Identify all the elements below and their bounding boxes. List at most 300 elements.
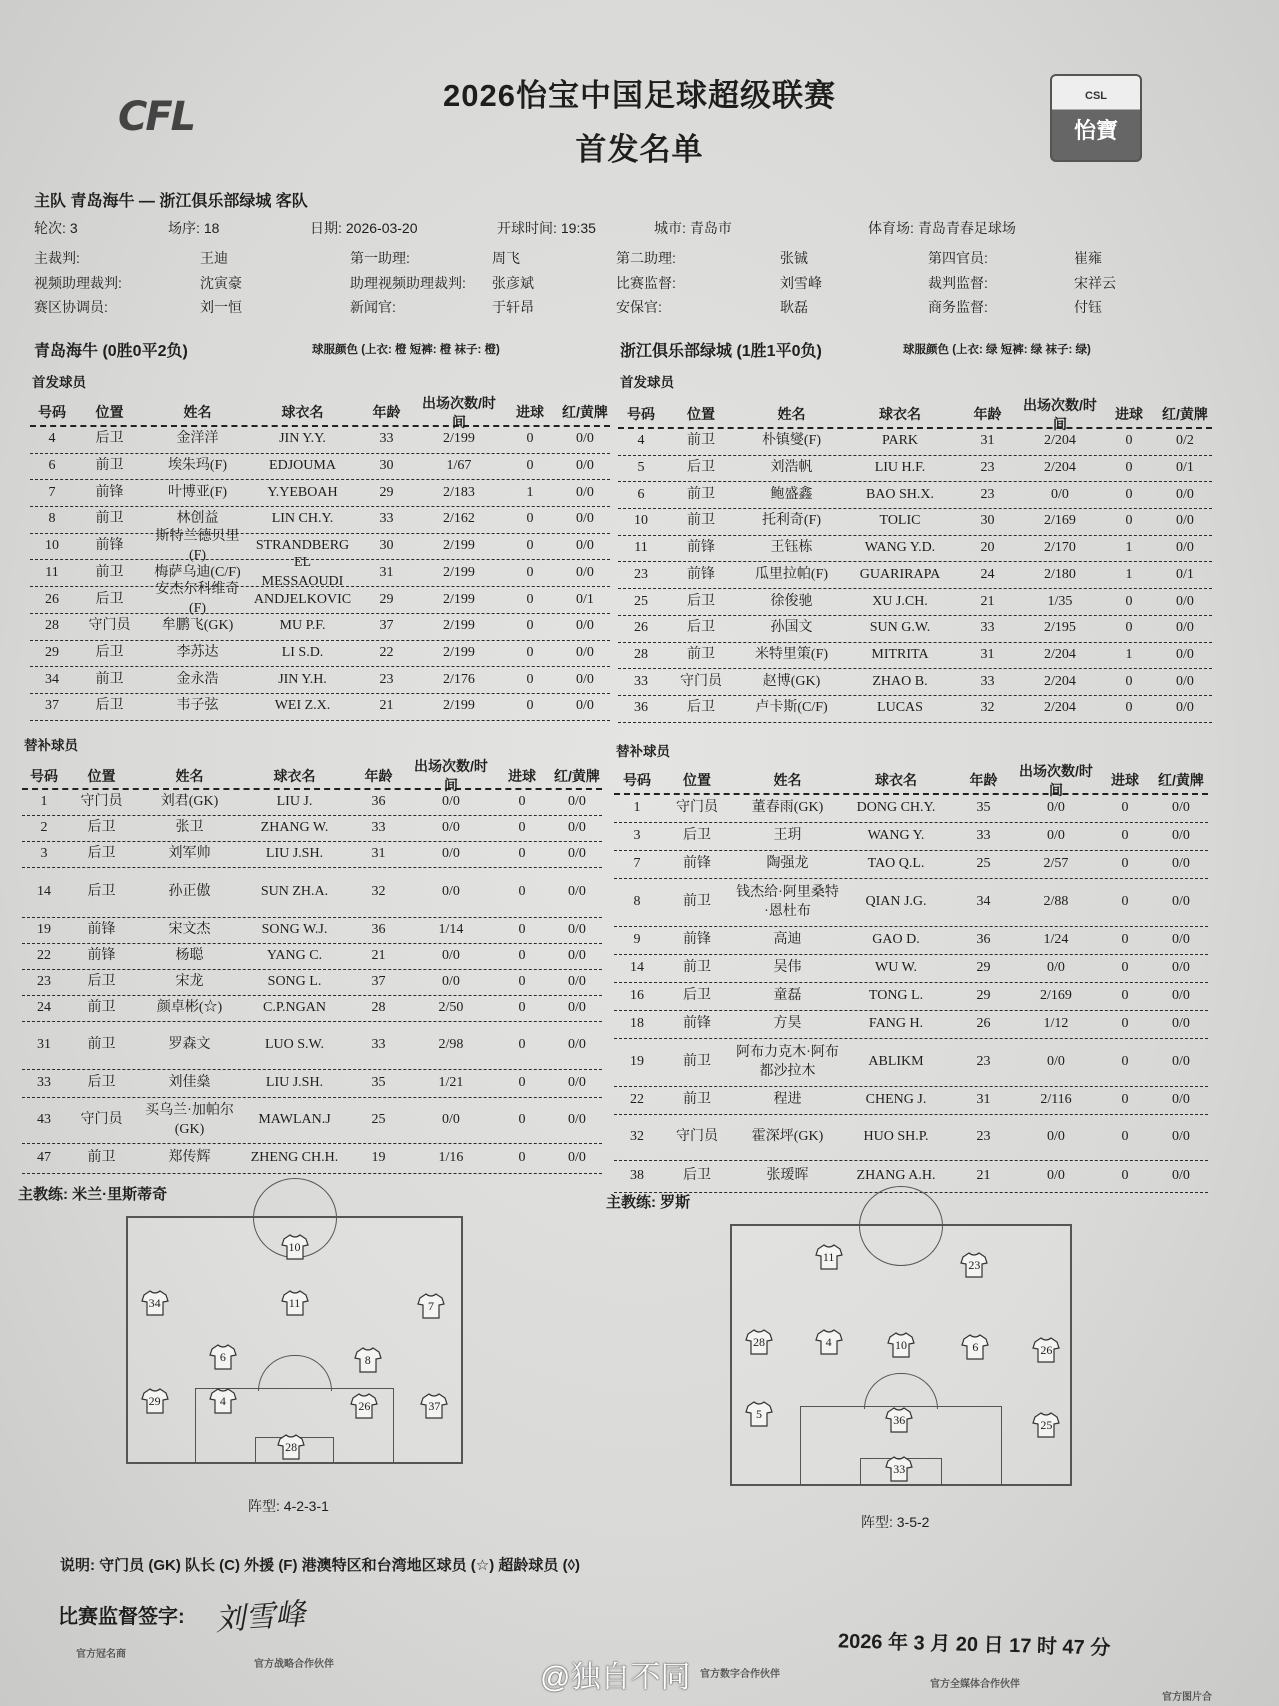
table-cell: 2/199 bbox=[443, 618, 475, 634]
match-info-value: 18 bbox=[203, 220, 220, 236]
table-row bbox=[30, 667, 610, 694]
away-coach-name: 罗斯 bbox=[660, 1194, 691, 1211]
official-role: 安保官: bbox=[616, 299, 662, 315]
table-cell: 前锋 bbox=[95, 538, 124, 554]
table-row bbox=[618, 616, 1212, 643]
table-cell: 32 bbox=[371, 884, 386, 900]
official-name: 张彦斌 bbox=[492, 275, 534, 291]
timestamp: 2026 年 3 月 20 日 17 时 47 分 bbox=[837, 1630, 1111, 1660]
table-cell: 0/0 bbox=[1172, 1129, 1190, 1145]
table-cell: 0/0 bbox=[568, 1000, 586, 1016]
table-cell: 0/2 bbox=[1176, 433, 1194, 449]
official-role: 主裁判: bbox=[34, 250, 80, 266]
match-info-label: 轮次: bbox=[34, 220, 66, 236]
table-cell: 后卫 bbox=[95, 644, 124, 660]
table-cell: 31 bbox=[379, 564, 394, 580]
table-cell: 刘君(GK) bbox=[160, 794, 219, 810]
table-header bbox=[22, 758, 602, 793]
table-cell: 0 bbox=[526, 698, 534, 714]
table-cell: 35 bbox=[976, 800, 991, 816]
weibo-watermark: @独自不同 bbox=[540, 1661, 691, 1694]
table-cell: 0/0 bbox=[1172, 960, 1190, 976]
table-cell: 0 bbox=[518, 1037, 526, 1053]
table-cell: 2 bbox=[40, 820, 48, 836]
table-row bbox=[618, 589, 1212, 616]
table-row bbox=[22, 970, 602, 996]
table-cell: 0/0 bbox=[1176, 486, 1194, 502]
table-cell: 0/0 bbox=[1051, 486, 1069, 502]
table-cell: 31 bbox=[37, 1037, 51, 1053]
table-cell: 0/0 bbox=[1176, 513, 1194, 529]
player-shirt-number: 4 bbox=[825, 1335, 832, 1350]
table-cell: ZHAO B. bbox=[872, 673, 928, 689]
table-cell: 前卫 bbox=[683, 1092, 711, 1108]
table-cell: 0 bbox=[1121, 828, 1129, 844]
table-cell: 张瑷晖 bbox=[766, 1168, 809, 1184]
table-cell: 守门员 bbox=[676, 800, 718, 816]
away-kit-colors: 球服颜色 (上衣: 绿 短裤: 绿 袜子: 绿) bbox=[903, 344, 1091, 356]
home-formation bbox=[248, 1496, 329, 1516]
table-cell: 后卫 bbox=[687, 620, 715, 636]
table-cell: 35 bbox=[371, 1075, 386, 1091]
table-cell: 0/0 bbox=[1176, 700, 1194, 716]
table-cell: 0/0 bbox=[576, 431, 594, 447]
sponsor-brand-text: 怡寶 bbox=[1073, 118, 1118, 143]
table-cell: 瓜里拉帕(F) bbox=[754, 566, 829, 582]
home-subs-label: 替补球员 bbox=[24, 738, 78, 753]
table-cell: 30 bbox=[379, 458, 394, 474]
table-cell: 霍深坪(GK) bbox=[751, 1129, 824, 1145]
table-cell: 1 bbox=[40, 794, 48, 810]
player-shirt-icon bbox=[815, 1329, 843, 1355]
center-circle bbox=[859, 1186, 943, 1266]
table-row bbox=[614, 851, 1208, 879]
table-cell: 林创益 bbox=[176, 511, 219, 527]
table-cell: 钱杰给·阿里桑特·恩杜布 bbox=[736, 884, 839, 919]
table-cell: 张卫 bbox=[175, 820, 204, 836]
table-cell: 0/0 bbox=[568, 974, 586, 990]
table-cell: YANG C. bbox=[266, 948, 323, 964]
away-subs-label: 替补球员 bbox=[616, 744, 670, 759]
table-row bbox=[22, 1098, 602, 1144]
table-row bbox=[614, 927, 1208, 955]
table-cell: SUN G.W. bbox=[869, 620, 931, 636]
table-cell: 0 bbox=[518, 1000, 526, 1016]
table-cell: LUO S.W. bbox=[265, 1037, 324, 1053]
table-cell: 8 bbox=[633, 894, 641, 910]
table-cell: CHENG J. bbox=[865, 1092, 927, 1108]
table-cell: 金洋洋 bbox=[176, 431, 219, 447]
table-cell: 2/180 bbox=[1044, 566, 1076, 582]
home-formation-label: 阵型: bbox=[248, 1498, 280, 1514]
table-cell: 32 bbox=[630, 1129, 644, 1145]
table-cell: 0/0 bbox=[1176, 593, 1194, 609]
table-cell: 38 bbox=[630, 1168, 644, 1184]
table-cell: 43 bbox=[37, 1112, 51, 1128]
table-cell: 0/1 bbox=[576, 591, 594, 607]
table-cell: 0 bbox=[1121, 1016, 1129, 1032]
table-cell: 买乌兰·加帕尔(GK) bbox=[145, 1102, 234, 1137]
table-cell: 0/1 bbox=[1176, 566, 1194, 582]
away-starters-table bbox=[618, 396, 1212, 723]
home-coach-label: 主教练: bbox=[18, 1186, 68, 1203]
table-cell: XU J.CH. bbox=[872, 593, 928, 609]
table-cell: 守门员 bbox=[88, 618, 131, 634]
table-cell: 1 bbox=[1125, 566, 1133, 582]
home-formation-pitch bbox=[126, 1216, 463, 1464]
table-cell: 28 bbox=[371, 1000, 386, 1016]
table-cell: DONG CH.Y. bbox=[856, 800, 936, 816]
table-cell: 16 bbox=[630, 988, 644, 1004]
table-cell: WANG Y. bbox=[867, 828, 925, 844]
table-cell: 0 bbox=[1125, 460, 1133, 476]
table-cell: 前卫 bbox=[687, 646, 715, 662]
column-header: 姓名 bbox=[773, 772, 802, 789]
table-cell: 前卫 bbox=[87, 1000, 116, 1016]
table-cell: 0 bbox=[1121, 856, 1129, 872]
table-cell: 3 bbox=[40, 846, 48, 862]
column-header: 年龄 bbox=[969, 772, 998, 789]
table-cell: 36 bbox=[634, 700, 648, 716]
table-cell: C.P.NGAN bbox=[262, 1000, 326, 1016]
table-cell: SONG L. bbox=[267, 974, 322, 990]
table-cell: 前锋 bbox=[687, 566, 715, 582]
table-row bbox=[30, 427, 610, 454]
away-starters-label: 首发球员 bbox=[620, 375, 674, 390]
table-row bbox=[22, 842, 602, 868]
table-row bbox=[22, 790, 602, 816]
table-cell: MAWLAN.J bbox=[258, 1112, 331, 1128]
table-cell: 0/0 bbox=[568, 820, 586, 836]
table-cell: 1 bbox=[1125, 540, 1133, 556]
sponsor-4: 官方全媒体合作伙伴 bbox=[930, 1679, 1020, 1690]
table-cell: 2/162 bbox=[443, 511, 475, 527]
table-cell: 37 bbox=[45, 698, 59, 714]
table-cell: 颜卓彬(☆) bbox=[156, 1000, 223, 1016]
table-row bbox=[22, 944, 602, 970]
official-role: 商务监督: bbox=[928, 299, 988, 315]
table-row bbox=[614, 1087, 1208, 1115]
table-cell: 2/116 bbox=[1040, 1092, 1072, 1108]
player-shirt-icon bbox=[885, 1407, 913, 1433]
table-cell: 30 bbox=[980, 513, 995, 529]
table-cell: 前卫 bbox=[95, 564, 124, 580]
sponsor-3: 官方数字合作伙伴 bbox=[700, 1669, 780, 1680]
table-cell: 2/176 bbox=[443, 671, 475, 687]
match-info-item bbox=[654, 218, 732, 238]
player-shirt-icon bbox=[420, 1393, 448, 1419]
table-cell: 33 bbox=[371, 1037, 386, 1053]
table-cell: 37 bbox=[371, 974, 386, 990]
home-coach bbox=[18, 1183, 167, 1204]
column-header: 红/黄牌 bbox=[554, 767, 600, 784]
player-shirt-icon bbox=[277, 1434, 305, 1460]
column-header: 年龄 bbox=[364, 767, 393, 784]
table-cell: 后卫 bbox=[87, 820, 116, 836]
sponsor-1: 官方冠名商 bbox=[76, 1649, 126, 1660]
table-cell: 2/183 bbox=[443, 484, 475, 500]
table-cell: 31 bbox=[980, 646, 995, 662]
table-cell: 0 bbox=[526, 618, 534, 634]
table-cell: 11 bbox=[634, 540, 648, 556]
column-header: 位置 bbox=[687, 406, 715, 423]
official-role: 第一助理: bbox=[350, 250, 410, 266]
table-cell: 2/204 bbox=[1044, 433, 1076, 449]
table-cell: 后卫 bbox=[87, 1075, 116, 1091]
table-cell: WANG Y.D. bbox=[864, 540, 936, 556]
table-cell: LIU J. bbox=[276, 794, 313, 810]
column-header: 号码 bbox=[38, 404, 66, 421]
player-shirt-number: 4 bbox=[219, 1394, 226, 1408]
table-cell: ZHANG A.H. bbox=[856, 1168, 936, 1184]
player-shirt-icon bbox=[281, 1290, 309, 1316]
table-cell: 1 bbox=[526, 484, 534, 500]
table-cell: 前卫 bbox=[687, 486, 715, 502]
column-header: 出场次数/时间 bbox=[1019, 762, 1093, 798]
table-cell: 6 bbox=[48, 458, 56, 474]
table-cell: 叶博亚(F) bbox=[167, 484, 228, 500]
table-cell: 后卫 bbox=[87, 846, 116, 862]
table-cell: 26 bbox=[45, 591, 59, 607]
column-header: 进球 bbox=[1115, 406, 1143, 423]
csl-logo bbox=[1050, 74, 1142, 162]
player-shirt-icon bbox=[960, 1252, 988, 1278]
table-cell: 0/0 bbox=[1172, 1054, 1190, 1070]
official-name: 耿磊 bbox=[780, 299, 808, 315]
player-shirt-icon bbox=[961, 1334, 989, 1360]
table-cell: 20 bbox=[980, 540, 995, 556]
table-cell: 25 bbox=[634, 593, 648, 609]
table-cell: 0 bbox=[518, 884, 526, 900]
table-cell: 21 bbox=[379, 698, 394, 714]
table-cell: 0 bbox=[1121, 1092, 1129, 1108]
table-cell: 鲍盛鑫 bbox=[770, 486, 813, 502]
away-formation-value: 3-5-2 bbox=[896, 1514, 930, 1530]
table-cell: 0 bbox=[518, 1150, 526, 1166]
table-cell: JIN Y.H. bbox=[278, 671, 327, 687]
table-row bbox=[614, 1039, 1208, 1087]
table-cell: WEI Z.X. bbox=[274, 698, 331, 714]
table-cell: LUCAS bbox=[877, 700, 923, 716]
table-cell: 0 bbox=[526, 564, 534, 580]
column-header: 红/黄牌 bbox=[1162, 406, 1208, 423]
table-cell: 王玥 bbox=[773, 828, 802, 844]
table-cell: 23 bbox=[634, 566, 648, 582]
table-cell: 0/0 bbox=[576, 458, 594, 474]
table-cell: 王钰栋 bbox=[770, 540, 813, 556]
table-cell: 韦子弦 bbox=[176, 698, 219, 714]
table-cell: ZHENG CH.H. bbox=[250, 1150, 339, 1166]
table-cell: 0/0 bbox=[1172, 988, 1190, 1004]
match-info-value: 青岛市 bbox=[689, 220, 732, 236]
table-cell: BAO SH.X. bbox=[865, 486, 935, 502]
table-cell: 0/0 bbox=[1172, 800, 1190, 816]
away-coach-label: 主教练: bbox=[606, 1194, 656, 1211]
table-cell: 0 bbox=[526, 644, 534, 660]
table-row bbox=[618, 536, 1212, 563]
column-header: 号码 bbox=[30, 767, 58, 784]
table-row bbox=[30, 582, 610, 616]
table-cell: 29 bbox=[976, 960, 991, 976]
table-cell: 高迪 bbox=[773, 932, 802, 948]
table-cell: 刘佳燊 bbox=[168, 1075, 211, 1091]
column-header: 红/黄牌 bbox=[1158, 772, 1204, 789]
player-shirt-icon bbox=[887, 1332, 915, 1358]
official-role: 第四官员: bbox=[928, 250, 988, 266]
table-cell: 宋龙 bbox=[175, 974, 204, 990]
table-cell: 29 bbox=[45, 644, 59, 660]
column-header: 姓名 bbox=[777, 406, 806, 423]
official-role: 新闻官: bbox=[350, 299, 396, 315]
table-cell: 0/0 bbox=[1176, 673, 1194, 689]
table-cell: 吴伟 bbox=[773, 960, 802, 976]
table-cell: 0/0 bbox=[442, 884, 460, 900]
table-row bbox=[22, 1022, 602, 1070]
page-title: 2026怡宝中国足球超级联赛 bbox=[443, 78, 836, 113]
table-cell: 33 bbox=[371, 820, 386, 836]
player-shirt-icon bbox=[209, 1388, 237, 1414]
player-shirt-number: 10 bbox=[895, 1337, 907, 1352]
table-cell: 0 bbox=[1125, 513, 1133, 529]
home-starters-label: 首发球员 bbox=[32, 375, 86, 390]
table-cell: 前卫 bbox=[87, 1037, 116, 1053]
table-cell: 0/0 bbox=[576, 671, 594, 687]
table-cell: 47 bbox=[37, 1150, 51, 1166]
table-cell: 前锋 bbox=[87, 922, 116, 938]
table-cell: 0 bbox=[1125, 433, 1133, 449]
table-cell: 10 bbox=[634, 513, 648, 529]
table-cell: 22 bbox=[37, 948, 51, 964]
table-cell: 33 bbox=[37, 1075, 51, 1091]
official-role: 视频助理裁判: bbox=[34, 275, 122, 291]
table-cell: 0/0 bbox=[1047, 1129, 1065, 1145]
official-role: 赛区协调员: bbox=[34, 299, 108, 315]
table-cell: 0 bbox=[518, 1075, 526, 1091]
player-shirt-number: 6 bbox=[219, 1350, 226, 1365]
table-cell: 1/67 bbox=[446, 458, 472, 474]
table-cell: 2/57 bbox=[1043, 856, 1069, 872]
table-cell: 21 bbox=[371, 948, 386, 964]
table-cell: 0 bbox=[1121, 1129, 1129, 1145]
table-cell: 朴镇燮(F) bbox=[761, 433, 822, 449]
table-cell: 36 bbox=[976, 932, 991, 948]
match-info-value: 19:35 bbox=[560, 220, 596, 236]
table-cell: 1 bbox=[1125, 646, 1133, 662]
player-shirt-icon bbox=[1032, 1412, 1060, 1438]
table-cell: 2/199 bbox=[443, 591, 475, 607]
table-cell: 后卫 bbox=[87, 884, 116, 900]
column-header: 红/黄牌 bbox=[562, 404, 608, 421]
table-cell: 0 bbox=[1121, 1054, 1129, 1070]
column-header: 球衣名 bbox=[879, 406, 921, 423]
table-cell: 0 bbox=[1125, 486, 1133, 502]
away-team-title: 浙江俱乐部绿城 (1胜1平0负) bbox=[620, 343, 822, 360]
signature: 刘雪峰 bbox=[214, 1596, 307, 1639]
table-cell: TAO Q.L. bbox=[867, 856, 925, 872]
table-cell: 0/0 bbox=[576, 644, 594, 660]
table-cell: 14 bbox=[37, 884, 51, 900]
away-coach bbox=[606, 1191, 690, 1212]
player-shirt-number: 10 bbox=[288, 1240, 301, 1255]
official-name: 刘一恒 bbox=[200, 299, 242, 315]
table-cell: 1 bbox=[633, 800, 641, 816]
away-formation-pitch bbox=[730, 1224, 1072, 1486]
player-shirt-number: 11 bbox=[288, 1296, 301, 1311]
table-row bbox=[618, 509, 1212, 536]
table-cell: 29 bbox=[379, 484, 394, 500]
table-row bbox=[614, 795, 1208, 823]
table-cell: 后卫 bbox=[683, 1168, 711, 1184]
table-cell: STRANDBERG bbox=[255, 538, 350, 554]
table-cell: 29 bbox=[379, 591, 394, 607]
table-row bbox=[618, 429, 1212, 456]
column-header: 号码 bbox=[623, 772, 651, 789]
match-info-label: 城市: bbox=[654, 220, 686, 236]
table-row bbox=[618, 562, 1212, 589]
sponsor-2: 官方战略合作伙伴 bbox=[254, 1659, 334, 1670]
table-cell: 罗森文 bbox=[168, 1037, 211, 1053]
table-cell: 36 bbox=[371, 922, 386, 938]
table-row bbox=[618, 482, 1212, 509]
player-shirt-icon bbox=[141, 1388, 169, 1414]
table-cell: WU W. bbox=[875, 960, 917, 976]
table-cell: 后卫 bbox=[95, 698, 124, 714]
table-cell: 后卫 bbox=[687, 593, 715, 609]
table-cell: 0/0 bbox=[1047, 1168, 1065, 1184]
table-cell: 0 bbox=[518, 974, 526, 990]
official-name: 于轩昂 bbox=[492, 299, 534, 315]
table-row bbox=[618, 696, 1212, 723]
table-cell: 前锋 bbox=[687, 540, 715, 556]
player-shirt-icon bbox=[354, 1347, 382, 1373]
column-header: 年龄 bbox=[372, 404, 401, 421]
table-cell: 24 bbox=[37, 1000, 51, 1016]
table-cell: 0/0 bbox=[1172, 856, 1190, 872]
signature-label: 比赛监督签字: bbox=[58, 1606, 185, 1628]
table-cell: 前卫 bbox=[95, 511, 124, 527]
player-shirt-icon bbox=[209, 1344, 237, 1370]
column-header: 球衣名 bbox=[273, 767, 316, 784]
table-cell: 1/21 bbox=[438, 1075, 464, 1091]
table-cell: 0 bbox=[1121, 988, 1129, 1004]
table-cell: 0/0 bbox=[442, 846, 460, 862]
table-cell: 0 bbox=[1125, 593, 1133, 609]
table-cell: 阿布力克木·阿布都沙拉木 bbox=[736, 1044, 839, 1079]
table-cell: 0/0 bbox=[568, 846, 586, 862]
table-cell: LIU J.SH. bbox=[265, 1075, 324, 1091]
column-header: 姓名 bbox=[175, 767, 204, 784]
column-header: 号码 bbox=[627, 406, 655, 423]
table-cell: 董春雨(GK) bbox=[751, 800, 824, 816]
table-cell: 0/0 bbox=[568, 1150, 586, 1166]
column-header: 位置 bbox=[95, 404, 124, 421]
player-shirt-icon bbox=[281, 1234, 309, 1260]
table-cell: 0/0 bbox=[576, 511, 594, 527]
table-cell: 21 bbox=[980, 593, 995, 609]
table-cell: 0/0 bbox=[568, 948, 586, 964]
match-info-label: 体育场: bbox=[868, 220, 914, 236]
table-cell: 前卫 bbox=[95, 458, 124, 474]
table-cell: 金永浩 bbox=[176, 671, 219, 687]
teams-line: 主队 青岛海牛 — 浙江俱乐部绿城 客队 bbox=[34, 193, 308, 210]
player-shirt-icon bbox=[417, 1293, 445, 1319]
table-cell: 6 bbox=[637, 486, 645, 502]
official-name: 刘雪峰 bbox=[780, 275, 822, 291]
table-cell: GUARIRAPA bbox=[859, 566, 941, 582]
table-cell: 后卫 bbox=[683, 828, 711, 844]
away-formation-label: 阵型: bbox=[861, 1514, 893, 1530]
table-row bbox=[30, 454, 610, 481]
